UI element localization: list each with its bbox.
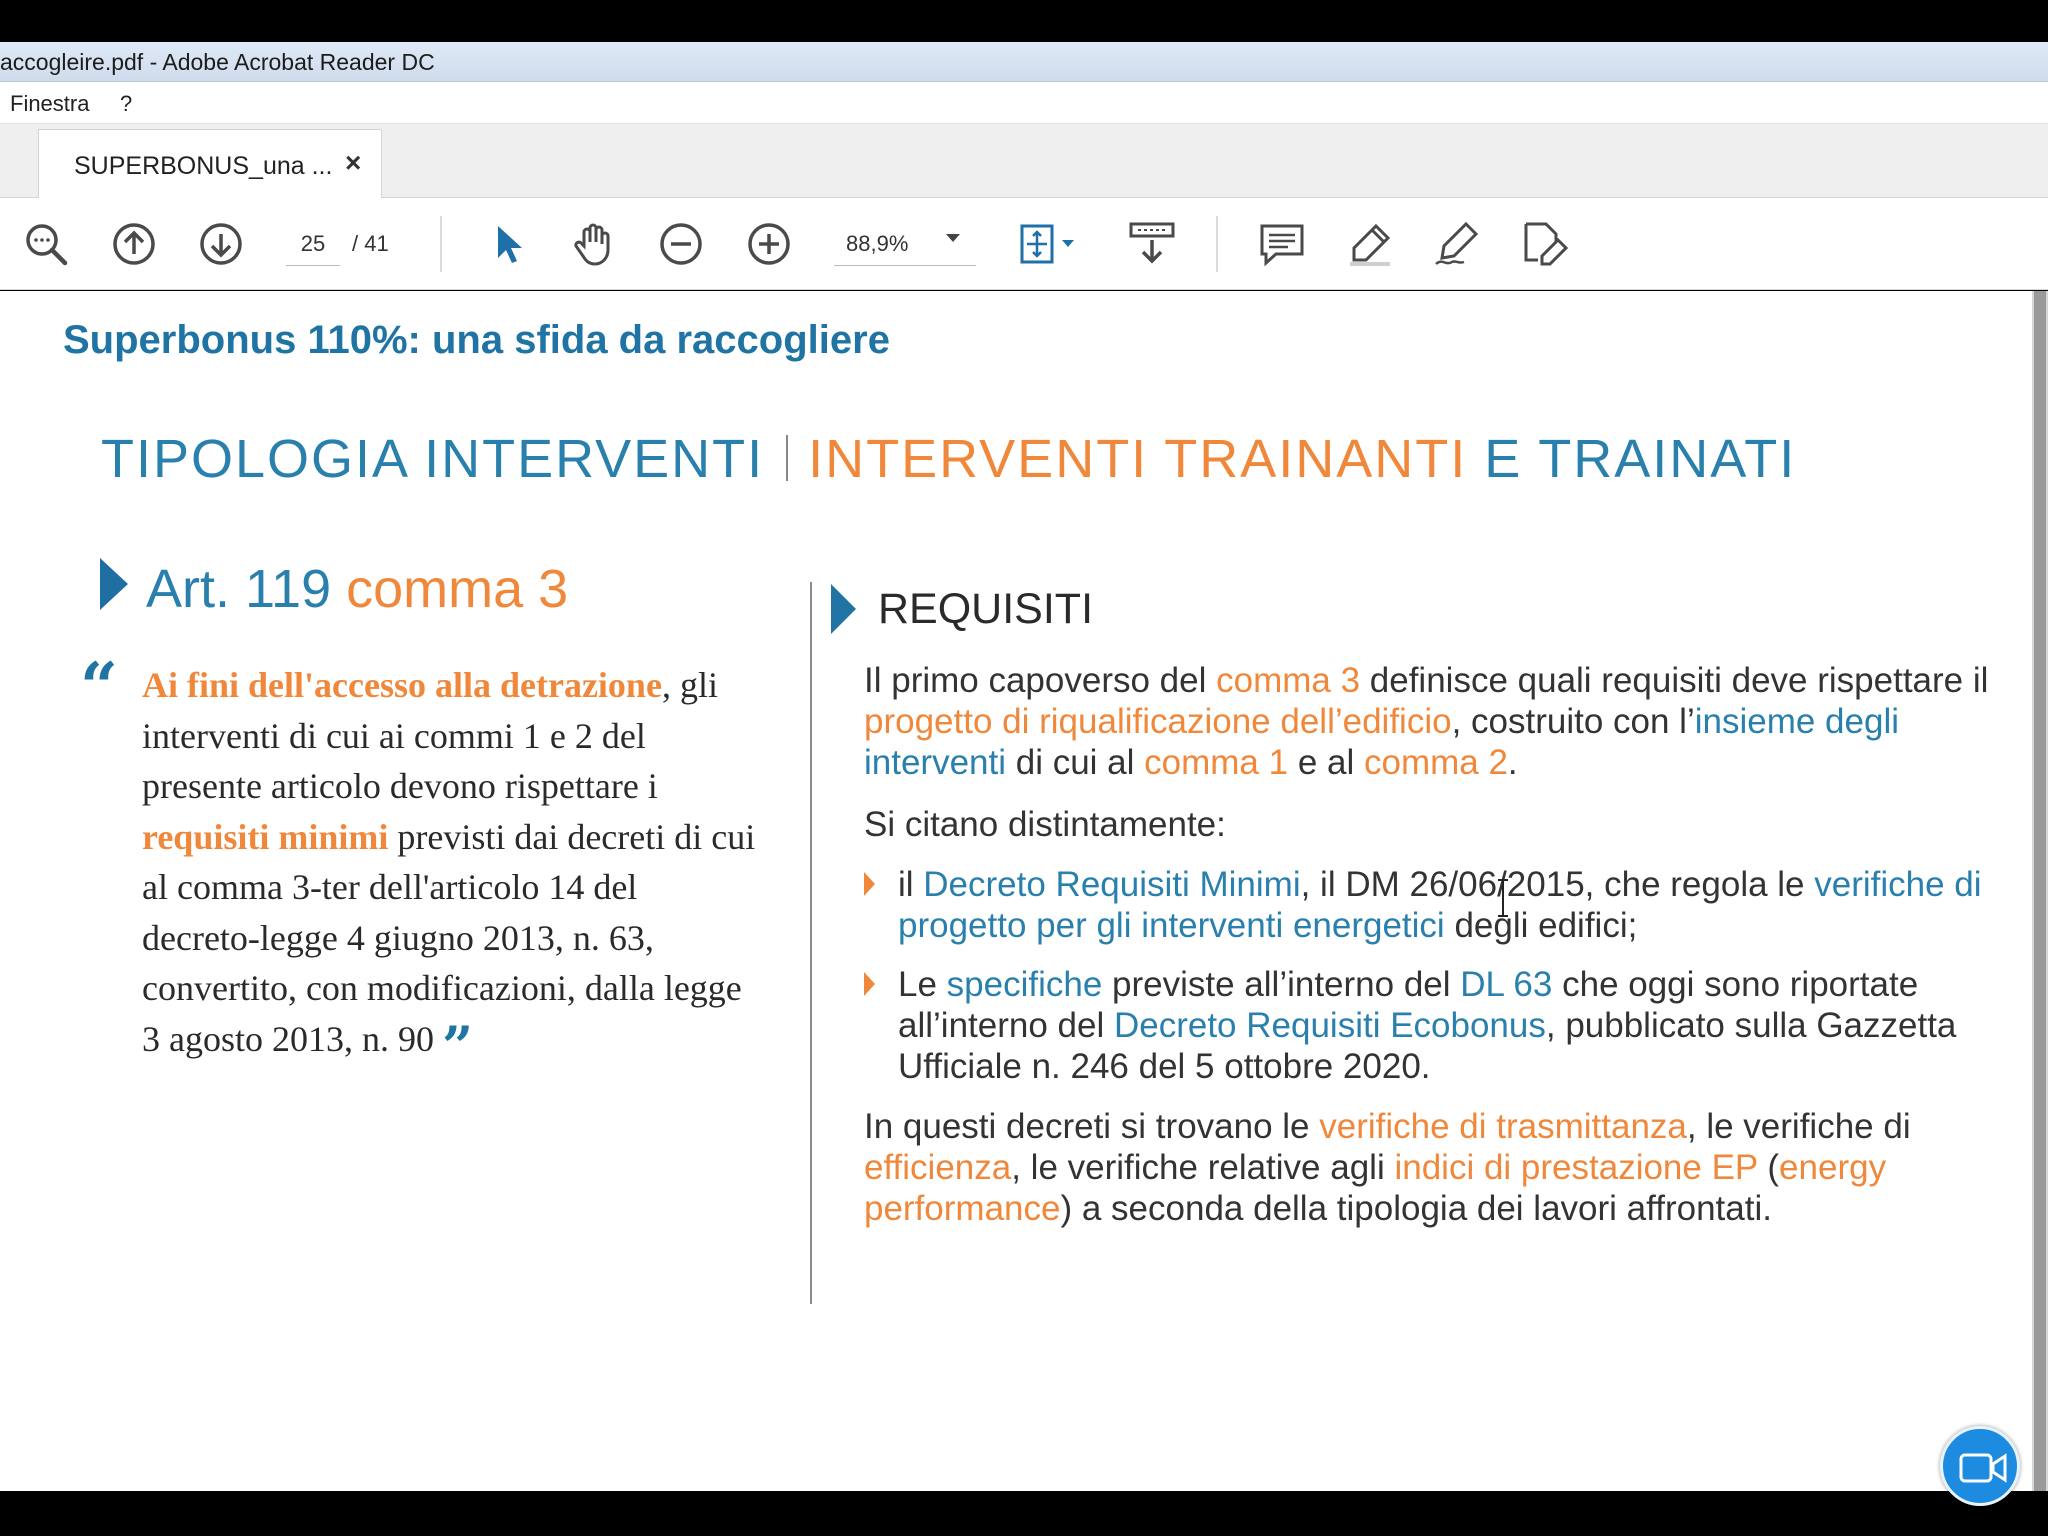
orange-bullet-icon [864,872,875,896]
text-run: il [898,865,924,904]
article-number: Art. 119 [146,559,332,619]
text-run: In questi decreti si trovano le [864,1107,1320,1146]
article-comma: comma 3 [346,559,569,619]
zoom-minus-icon[interactable] [657,220,705,268]
orange-bullet-icon [864,972,875,996]
heading-divider [786,435,788,481]
comment-icon[interactable] [1258,220,1306,268]
heading-part2: INTERVENTI TRAINANTI [808,429,1468,489]
text-run: ) a seconda della tipologia dei lavori affrontati. [1060,1189,1772,1228]
slide-heading [101,428,1796,490]
edit-icon[interactable] [1520,220,1568,268]
text-highlight: Decreto Requisiti Ecobonus [1113,1006,1546,1045]
hand-icon[interactable] [570,220,618,268]
window-title: accogleire.pdf - Adobe Acrobat Reader DC [0,49,435,75]
quote-body: previsti dai decreti di cui al comma 3-ter dell'articolo 14 del decreto-legge 4 giugno 2013, n. 63, convertito, con modificazioni, dalla legge 3 agosto 2013, n. 90 [142,816,756,1059]
requisiti-bullet-2 [898,964,2008,1087]
page-down-icon[interactable] [197,220,245,268]
toolbar [0,198,2048,290]
bottom-black-bar [0,1491,2048,1536]
text-highlight: verifiche di trasmittanza [1319,1107,1687,1146]
text-run: Il primo capoverso del [864,661,1217,700]
text-run: ( [1757,1148,1780,1187]
text-cursor-icon [1496,878,1510,918]
menu-item-help[interactable]: ? [120,91,133,116]
quote-close-icon: ” [442,1013,474,1078]
tab-document[interactable] [38,129,382,199]
text-run: previste all’interno del [1102,965,1461,1004]
text-highlight: insieme degli interventi [864,702,1900,782]
requisiti-paragraph-3 [864,1106,1994,1229]
text-run: Le [898,965,947,1004]
toolbar-separator [440,216,442,272]
select-arrow-icon[interactable] [484,220,532,268]
page-up-icon[interactable] [110,220,158,268]
text-highlight: indici di prestazione EP [1394,1148,1758,1187]
text-run: . [1507,743,1518,782]
tab-close-icon[interactable]: × [345,147,362,178]
requisiti-paragraph-2: Si citano distintamente: [864,805,1226,844]
text-highlight: comma 1 [1144,743,1289,782]
text-highlight: DL 63 [1460,965,1553,1004]
heading-part3: E TRAINATI [1484,429,1797,489]
text-highlight: efficienza [864,1148,1012,1187]
quote-open-icon: “ [80,648,118,726]
tab-bar [0,124,2048,198]
text-run: , le verifiche di [1686,1107,1911,1146]
slide-title: Superbonus 110%: una sfida da raccogliere [63,318,890,362]
video-camera-icon [1959,1451,2007,1485]
top-black-bar [0,0,2048,42]
sign-icon[interactable] [1432,220,1480,268]
text-run: , pubblicato sulla Gazzetta Ufficiale n. 246 del 5 ottobre 2020. [898,1006,1957,1086]
article-reference [146,558,568,620]
heading-part1: TIPOLOGIA INTERVENTI [101,429,765,489]
quote-text [142,660,762,1078]
highlight-icon[interactable] [1346,220,1394,268]
text-run: di cui al [1006,743,1145,782]
text-highlight: comma 3 [1216,661,1361,700]
page-total: / 41 [352,231,389,256]
zoom-select[interactable] [834,222,976,266]
tab-label: SUPERBONUS_una ... [74,152,333,180]
menu-item-finestra[interactable]: Finestra [10,91,90,116]
title-bar [0,42,2048,82]
menu-bar [0,82,2048,124]
video-camera-button[interactable] [1940,1426,2020,1506]
text-run: , costruito con l’ [1451,702,1695,741]
text-run: , il DM 26/06/2015, che regola le [1300,865,1815,904]
quote-highlight: Ai fini dell'accesso alla detrazione [142,665,662,705]
triangle-bullet-icon [100,558,128,610]
text-run: definisce quali requisiti deve rispettare il [1360,661,1989,700]
text-highlight: progetto di riqualificazione dell’edificio [864,702,1452,741]
text-highlight: energy performance [864,1148,1887,1228]
toolbar-separator [1216,216,1218,272]
column-divider [810,582,812,1304]
text-highlight: Decreto Requisiti Minimi [923,865,1301,904]
text-run: e al [1288,743,1364,782]
page-number-input[interactable] [286,222,340,266]
scrollbar-thumb[interactable] [2034,291,2046,1491]
fit-page-icon[interactable] [1018,220,1084,268]
text-highlight: comma 2 [1363,743,1508,782]
text-run: che oggi sono riportate all’interno del [898,965,1919,1045]
text-run: degli edifici; [1444,906,1638,945]
zoom-value: 88,9% [846,231,909,256]
zoom-plus-icon[interactable] [745,220,793,268]
requisiti-title: REQUISITI [878,585,1094,633]
scroll-mode-icon[interactable] [1128,220,1176,268]
text-highlight: verifiche di progetto per gli interventi energetici [898,865,1982,945]
chevron-down-icon [946,234,960,242]
requisiti-paragraph-1 [864,660,1994,783]
triangle-bullet-icon [831,584,856,634]
requisiti-bullet-1 [898,864,2008,946]
quote-highlight: requisiti minimi [142,816,389,857]
quote-body: , gli interventi di cui ai commi 1 e 2 del presente articolo devono rispettare i [142,665,718,806]
zoom-out-icon[interactable] [22,220,70,268]
text-highlight: specifiche [946,965,1103,1004]
text-run: , le verifiche relative agli [1011,1148,1395,1187]
